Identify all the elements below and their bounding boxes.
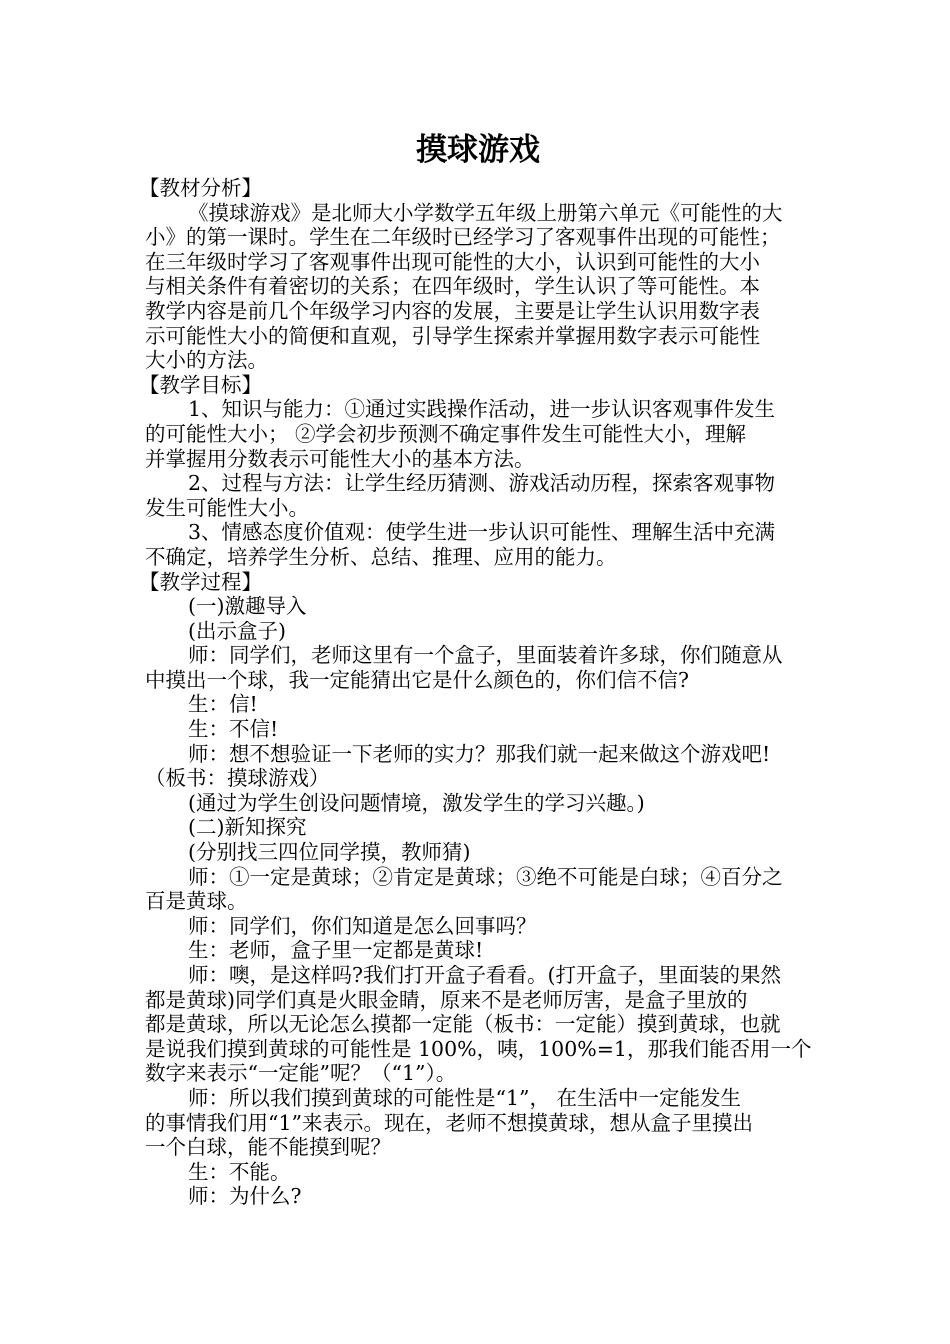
- document-body: [139, 176, 812, 1209]
- text-line: （板书：摸球游戏）: [145, 766, 330, 791]
- text-line: 师：同学们，你们知道是怎么回事吗？: [188, 913, 537, 938]
- text-line: 师：为什么?: [188, 1184, 302, 1209]
- text-line: 数字来表示“一定能”呢？（“1”）。: [145, 1061, 457, 1086]
- text-line: 生：老师，盒子里一定都是黄球!: [188, 938, 484, 963]
- text-line: 1、知识与能力：①通过实践操作活动，进一步认识客观事件发生: [188, 397, 776, 422]
- text-line: 生：不信!: [188, 717, 279, 742]
- text-line: 师：所以我们摸到黄球的可能性是“1”， 在生活中一定能发生: [188, 1085, 742, 1110]
- text-line: (二)新知探究: [188, 815, 307, 840]
- page-title: 摸球游戏: [416, 132, 540, 168]
- text-line: 的事情我们用“1”来表示。现在，老师不想摸黄球，想从盒子里摸出: [145, 1110, 754, 1135]
- text-line: 师：想不想验证一下老师的实力？那我们就一起来做这个游戏吧!: [188, 741, 771, 766]
- text-line: 师：噢，是这样吗?我们打开盒子看看。(打开盒子，里面装的果然: [188, 963, 781, 987]
- text-line: 生：信!: [188, 692, 258, 717]
- text-line: 一个白球，能不能摸到呢？: [145, 1135, 391, 1160]
- text-line: 不确定，培养学生分析、总结、推理、应用的能力。: [145, 544, 617, 569]
- text-line: 发生可能性大小。: [145, 495, 309, 520]
- text-line: 的可能性大小； ②学会初步预测不确定事件发生可能性大小，理解: [145, 421, 747, 446]
- text-line: (通过为学生创设问题情境，激发学生的学习兴趣。): [188, 790, 645, 815]
- text-line: 都是黄球，所以无论怎么摸都一定能（板书：一定能）摸到黄球，也就: [145, 1012, 781, 1037]
- text-line: 2、过程与方法：让学生经历猜测、游戏活动历程，探索客观事物: [188, 471, 776, 496]
- text-line: 师：同学们，老师这里有一个盒子，里面装着许多球，你们随意从: [188, 643, 783, 668]
- text-line: 并掌握用分数表示可能性大小的基本方法。: [145, 446, 535, 471]
- text-line: (出示盒子): [188, 618, 286, 643]
- text-line: 在三年级时学习了客观事件出现可能性的大小，认识到可能性的大小: [145, 249, 760, 274]
- text-line: 大小的方法。: [145, 348, 268, 373]
- text-line: 中摸出一个球，我一定能猜出它是什么颜色的，你们信不信?: [145, 667, 689, 692]
- text-line: 3、情感态度价值观：使学生进一步认识可能性、理解生活中充满: [188, 520, 776, 545]
- text-line: 师：①一定是黄球；②肯定是黄球；③绝不可能是白球；④百分之: [188, 864, 783, 889]
- document-page: [139, 128, 812, 1209]
- text-line: 小》的第一课时。学生在二年级时已经学习了客观事件出现的可能性；: [145, 225, 781, 250]
- text-line: 是说我们摸到黄球的可能性是 100%，咦，100%=1，那我们能否用一个: [145, 1036, 812, 1061]
- text-line: 教学内容是前几个年级学习内容的发展，主要是让学生认识用数字表: [145, 298, 760, 323]
- text-line: 生：不能。: [188, 1159, 291, 1184]
- section-heading: 【教材分析】: [139, 176, 262, 200]
- text-line: 与相关条件有着密切的关系；在四年级时，学生认识了等可能性。本: [145, 274, 760, 299]
- section-heading: 【教学目标】: [139, 372, 262, 397]
- text-line: 示可能性大小的简便和直观，引导学生探索并掌握用数字表示可能性: [145, 323, 760, 348]
- section-heading: 【教学过程】: [139, 569, 262, 594]
- text-line: 百是黄球。: [145, 889, 248, 914]
- text-line: (分别找三四位同学摸，教师猜): [188, 840, 471, 865]
- text-line: 《摸球游戏》是北师大小学数学五年级上册第六单元《可能性的大: [188, 200, 783, 225]
- text-line: 都是黄球)同学们真是火眼金睛，原来不是老师厉害，是盒子里放的: [145, 987, 748, 1012]
- text-line: (一)激趣导入: [188, 594, 307, 619]
